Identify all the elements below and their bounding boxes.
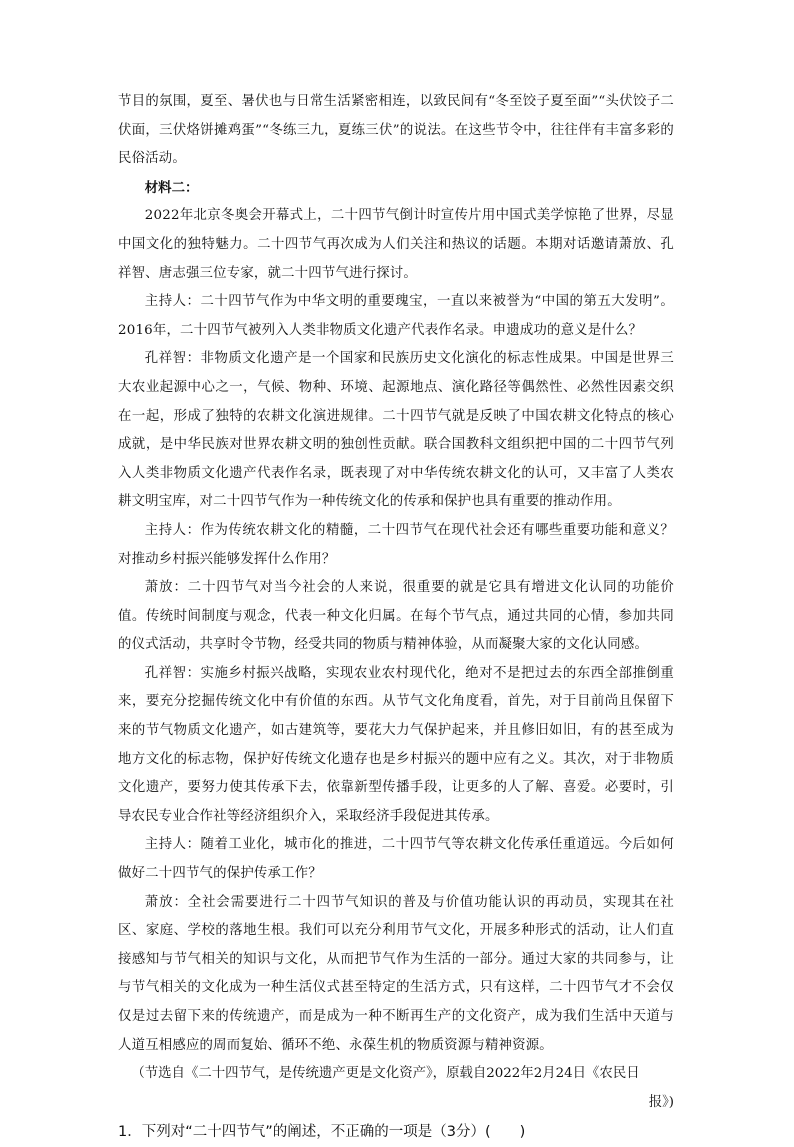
paragraph-4: 主持人：作为传统农耕文化的精髓，二十四节气在现代社会还有哪些重要功能和意义？对推动乡村振兴能够发挥什么作用？ xyxy=(118,522,674,567)
paragraph-5: 萧放：二十四节气对当今社会的人来说，很重要的就是它具有增进文化认同的功能价值。传统时间制度与观念，代表一种文化归属。在每个节气点，通过共同的心情，参加共同的仪式活动，共享时令节物，经受共同的物质与精神体验，从而凝聚大家的文化认同感。 xyxy=(118,580,674,653)
paragraph-3: 孔祥智：非物质文化遗产是一个国家和民族历史文化演化的标志性成果。中国是世界三大农业起源中心之一，气候、物种、环境、起源地点、演化路径等偶然性、必然性因素交织在一起，形成了独特的农耕文化演进规律。二十四节气就是反映了中国农耕文化特点的核心成就，是中华民族对世界农耕文明的独创性贡献。联合国教科文组织把中国的二十四节气列入人类非物质文化遗产代表作名录，既表现了对中华传统农耕文化的认可，又丰富了人类农耕文明宝库，对二十四节气作为一种传统文化的传承和保护也具有重要的推动作用。 xyxy=(118,351,674,510)
document-page xyxy=(118,88,674,1147)
paragraph-2: 主持人：二十四节气作为中华文明的重要瑰宝，一直以来被誉为“中国的第五大发明”。2016年，二十四节气被列入人类非物质文化遗产代表作名录。申遗成功的意义是什么？ xyxy=(118,294,674,338)
source-citation-tail: 报》) xyxy=(648,1094,674,1110)
intro-paragraph: 节目的氛围，夏至、暑伏也与日常生活紧密相连，以致民间有“冬至饺子夏至面”“头伏饺子二伏面，三伏烙饼摊鸡蛋”“冬练三九，夏练三伏”的说法。在这些节令中，往往伴有丰富多彩的民俗活动。 xyxy=(118,94,674,167)
paragraph-7: 主持人：随着工业化，城市化的推进，二十四节气等农耕文化传承任重道远。今后如何做好二十四节气的保护传承工作？ xyxy=(118,837,674,882)
paragraph-8: 萧放：全社会需要进行二十四节气知识的普及与价值功能认识的再动员，实现其在社区、家庭、学校的落地生根。我们可以充分利用节气文化，开展多种形式的活动，让人们直接感知与节气相关的知识与文化，从而把节气作为生活的一部分。通过大家的共同参与，让与节气相关的文化成为一种生活仪式甚至特定的生活方式，只有这样，二十四节气才不会仅仅是过去留下来的传统遗产，而是成为一种不断再生产的文化资产，成为我们生活中天道与人道互相感应的周而复始、循环不绝、永葆生机的物质资源与精神资源。 xyxy=(118,894,674,1053)
paragraph-1: 2022年北京冬奥会开幕式上，二十四节气倒计时宣传片用中国式美学惊艳了世界，尽显中国文化的独特魅力。二十四节气再次成为人们关注和热议的话题。本期对话邀请萧放、孔祥智、唐志强三位专家，就二十四节气进行探讨。 xyxy=(118,208,674,281)
question-1: 1．下列对“二十四节气”的阐述，不正确的一项是（3分）( ) xyxy=(118,1124,526,1141)
paragraph-6: 孔祥智：实施乡村振兴战略，实现农业农村现代化，绝对不是把过去的东西全部推倒重来，要充分挖掘传统文化中有价值的东西。从节气文化角度看，首先，对于目前尚且保留下来的节气物质文化遗产，如古建筑等，要花大力气保护起来，并且修旧如旧，有的甚至成为地方文化的标志物，保护好传统文化遗存也是乡村振兴的题中应有之义。其次，对于非物质文化遗产，要努力使其传承下去，依靠新型传播手段，让更多的人了解、喜爱。必要时，引导农民专业合作社等经济组织介入，采取经济手段促进其传承。 xyxy=(118,665,674,824)
source-citation: （节选自《二十四节气，是传统遗产更是文化资产》，原载自2022年2月24日《农民日 xyxy=(131,1066,640,1082)
material-heading: 材料二： xyxy=(144,179,199,196)
